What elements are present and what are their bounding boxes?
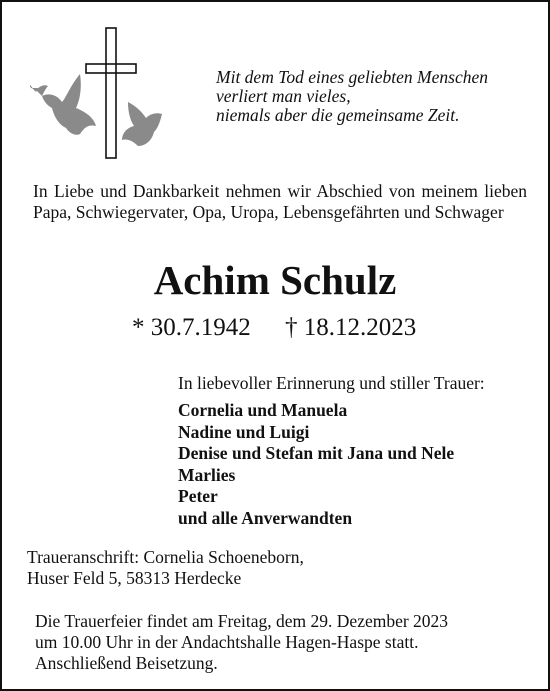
life-dates bbox=[132, 313, 416, 343]
birth-date: * 30.7.1942 bbox=[132, 314, 251, 341]
service-line: Die Trauerfeier findet am Freitag, dem 29. Dezember 2023 bbox=[35, 611, 449, 631]
memorial-quote bbox=[216, 68, 488, 125]
address-line: Huser Feld 5, 58313 Herdecke bbox=[27, 568, 242, 588]
cross-with-doves-icon bbox=[30, 26, 170, 166]
quote-line: niemals aber die gemeinsame Zeit. bbox=[216, 105, 460, 125]
farewell-intro: In Liebe und Dankbarkeit nehmen wir Abschied von meinem lieben Papa, Schwiegervater, Opa, Uropa, Lebensgefährten und Schwager bbox=[33, 181, 527, 222]
quote-line: verliert man vieles, bbox=[216, 86, 351, 106]
mourner-entry: Peter bbox=[178, 486, 218, 506]
dove-icon bbox=[32, 74, 96, 135]
mourner-entry: und alle Anverwandten bbox=[178, 507, 353, 528]
service-line: Anschließend Beisetzung. bbox=[35, 653, 218, 673]
mourner-entry: Denise und Stefan mit Jana und Nele bbox=[178, 443, 455, 463]
mourner-entry: Marlies bbox=[178, 464, 236, 485]
olive-branch-icon bbox=[30, 78, 32, 88]
address-line: Traueranschrift: Cornelia Schoeneborn, bbox=[27, 547, 304, 567]
quote-line: Mit dem Tod eines geliebten Menschen bbox=[216, 67, 488, 87]
service-line: um 10.00 Uhr in der Andachtshalle Hagen-Haspe statt. bbox=[35, 632, 419, 652]
mourning-intro: In liebevoller Erinnerung und stiller Trauer: bbox=[178, 373, 485, 393]
funeral-service-info bbox=[35, 611, 448, 674]
mourners-list bbox=[178, 400, 454, 529]
dove-icon bbox=[122, 102, 162, 146]
deceased-name: Achim Schulz bbox=[153, 257, 397, 303]
mourning-address bbox=[27, 547, 304, 589]
mourner-entry: Nadine und Luigi bbox=[178, 421, 310, 442]
death-date: † 18.12.2023 bbox=[285, 314, 417, 341]
mourner-entry: Cornelia und Manuela bbox=[178, 400, 348, 420]
